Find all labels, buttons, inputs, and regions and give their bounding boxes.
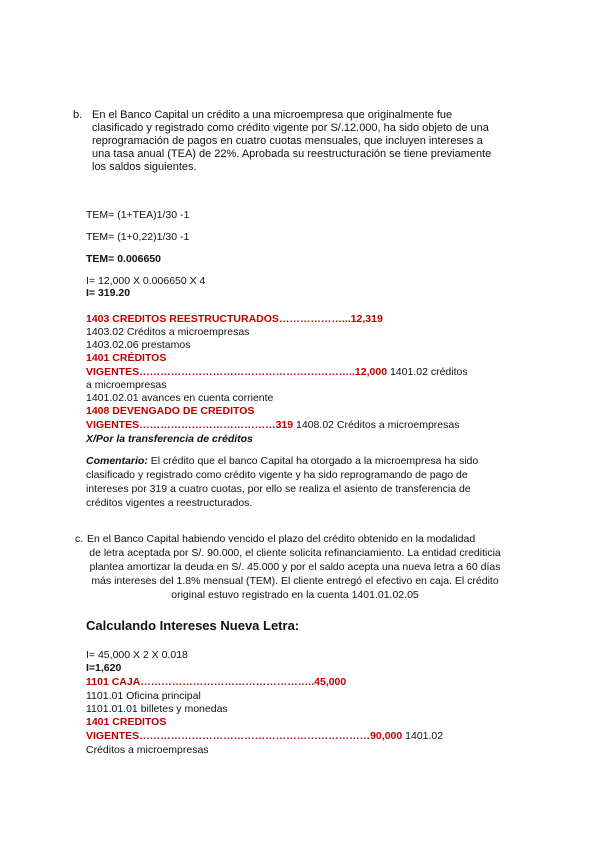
entry-1401-subaccount: 1401.02.01 avances en cuenta corriente (86, 392, 274, 404)
entry-1403-subaccount: 1403.02 Créditos a microempresas (86, 326, 250, 338)
entry-1401-subaccount: 1401.02 créditos (387, 366, 468, 378)
entry-1408-header: 1408 DEVENGADO DE CREDITOS (86, 405, 255, 417)
entry-1403-header: 1403 CREDITOS REESTRUCTURADOS………………...12,319 (86, 313, 383, 325)
problem-text-line: una tasa anual (TEA) de 22%. Aprobada su reestructuración se tiene previamente (92, 148, 492, 160)
comment-label: Comentario: (86, 455, 148, 467)
entry-1401-amount: VIGENTES……………………………………………………..12,000 (86, 366, 388, 378)
entry-1401-line (86, 366, 468, 379)
problem-text-line: original estuvo registrado en la cuenta 1401.01.02.05 (171, 589, 419, 601)
section-heading: Calculando Intereses Nueva Letra: (86, 618, 300, 633)
comment-text: intereses por 319 a cuatro cuotas, por ello se realiza el asiento de transferencia de (86, 483, 471, 495)
tem-formula-substituted: TEM= (1+0,22)1/30 -1 (86, 231, 190, 243)
entry-1401-header: 1401 CRÉDITOS (86, 352, 167, 364)
problem-text-line: reprogramación de pagos en cuatro cuotas mensuales, que incluyen intereses a (92, 135, 483, 147)
comment-text: créditos vigentes a reestructurados. (86, 497, 253, 509)
entry-1408-amount: VIGENTES…………………………………319 (86, 419, 294, 431)
comment-text: clasificado y registrado como crédito vigente y ha sido reprogramando de pago de (86, 469, 468, 481)
problem-text-line: En el Banco Capital habiendo vencido el plazo del crédito obtenido en la modalidad (87, 533, 476, 545)
problem-text-line: plantea amortizar la deuda en S/. 45.000 y por el saldo acepta una nueva letra a 60 días (89, 561, 501, 573)
section-c-marker: c. (75, 533, 84, 545)
problem-text-line: los saldos siguientes. (92, 161, 197, 173)
problem-text-line: de letra aceptada por S/. 90.000, el cliente solicita refinanciamiento. La entidad crediticia (89, 547, 501, 559)
entry-1401-subaccount: 1401.02 (402, 730, 444, 742)
entry-1403-subaccount: 1403.02.06 prestamos (86, 339, 191, 351)
entry-1408-subaccount: 1408.02 Créditos a microempresas (293, 419, 460, 431)
tem-result: TEM= 0.006650 (86, 253, 162, 265)
comment-line (86, 455, 478, 468)
entry-1101-subaccount: 1101.01 Oficina principal (86, 690, 201, 702)
entry-1401-amount: VIGENTES…………………………………………………………90,000 (86, 730, 403, 742)
section-b-marker: b. (73, 109, 83, 121)
interest-result: I= 319.20 (86, 287, 131, 299)
entry-1401-line (86, 730, 443, 743)
entry-1101-header: 1101 CAJA…………………………………………..45,000 (86, 676, 347, 688)
problem-text-line: más intereses del 1.8% mensual (TEM). El cliente entregó el efectivo en caja. El crédito (91, 575, 499, 587)
problem-text-line: clasificado y registrado como crédito vigente por S/.12.000, ha sido objeto de una (92, 122, 489, 134)
problem-text-line: En el Banco Capital un crédito a una microempresa que originalmente fue (92, 109, 453, 121)
tem-formula: TEM= (1+TEA)1/30 -1 (86, 209, 190, 221)
interest-formula: I= 12,000 X 0.006650 X 4 (86, 275, 206, 287)
entry-gloss: X/Por la transferencia de créditos (86, 433, 253, 445)
entry-1401-subaccount: Créditos a microempresas (86, 744, 209, 756)
entry-1408-line (86, 419, 459, 432)
entry-1401-header: 1401 CREDITOS (86, 716, 167, 728)
entry-1401-subaccount: a microempresas (86, 379, 167, 391)
interest-result: I=1,620 (86, 662, 122, 674)
interest-formula: I= 45,000 X 2 X 0.018 (86, 649, 188, 661)
comment-text: El crédito que el banco Capital ha otorgado a la microempresa ha sido (147, 455, 479, 467)
entry-1101-subaccount: 1101.01.01 billetes y monedas (86, 703, 228, 715)
